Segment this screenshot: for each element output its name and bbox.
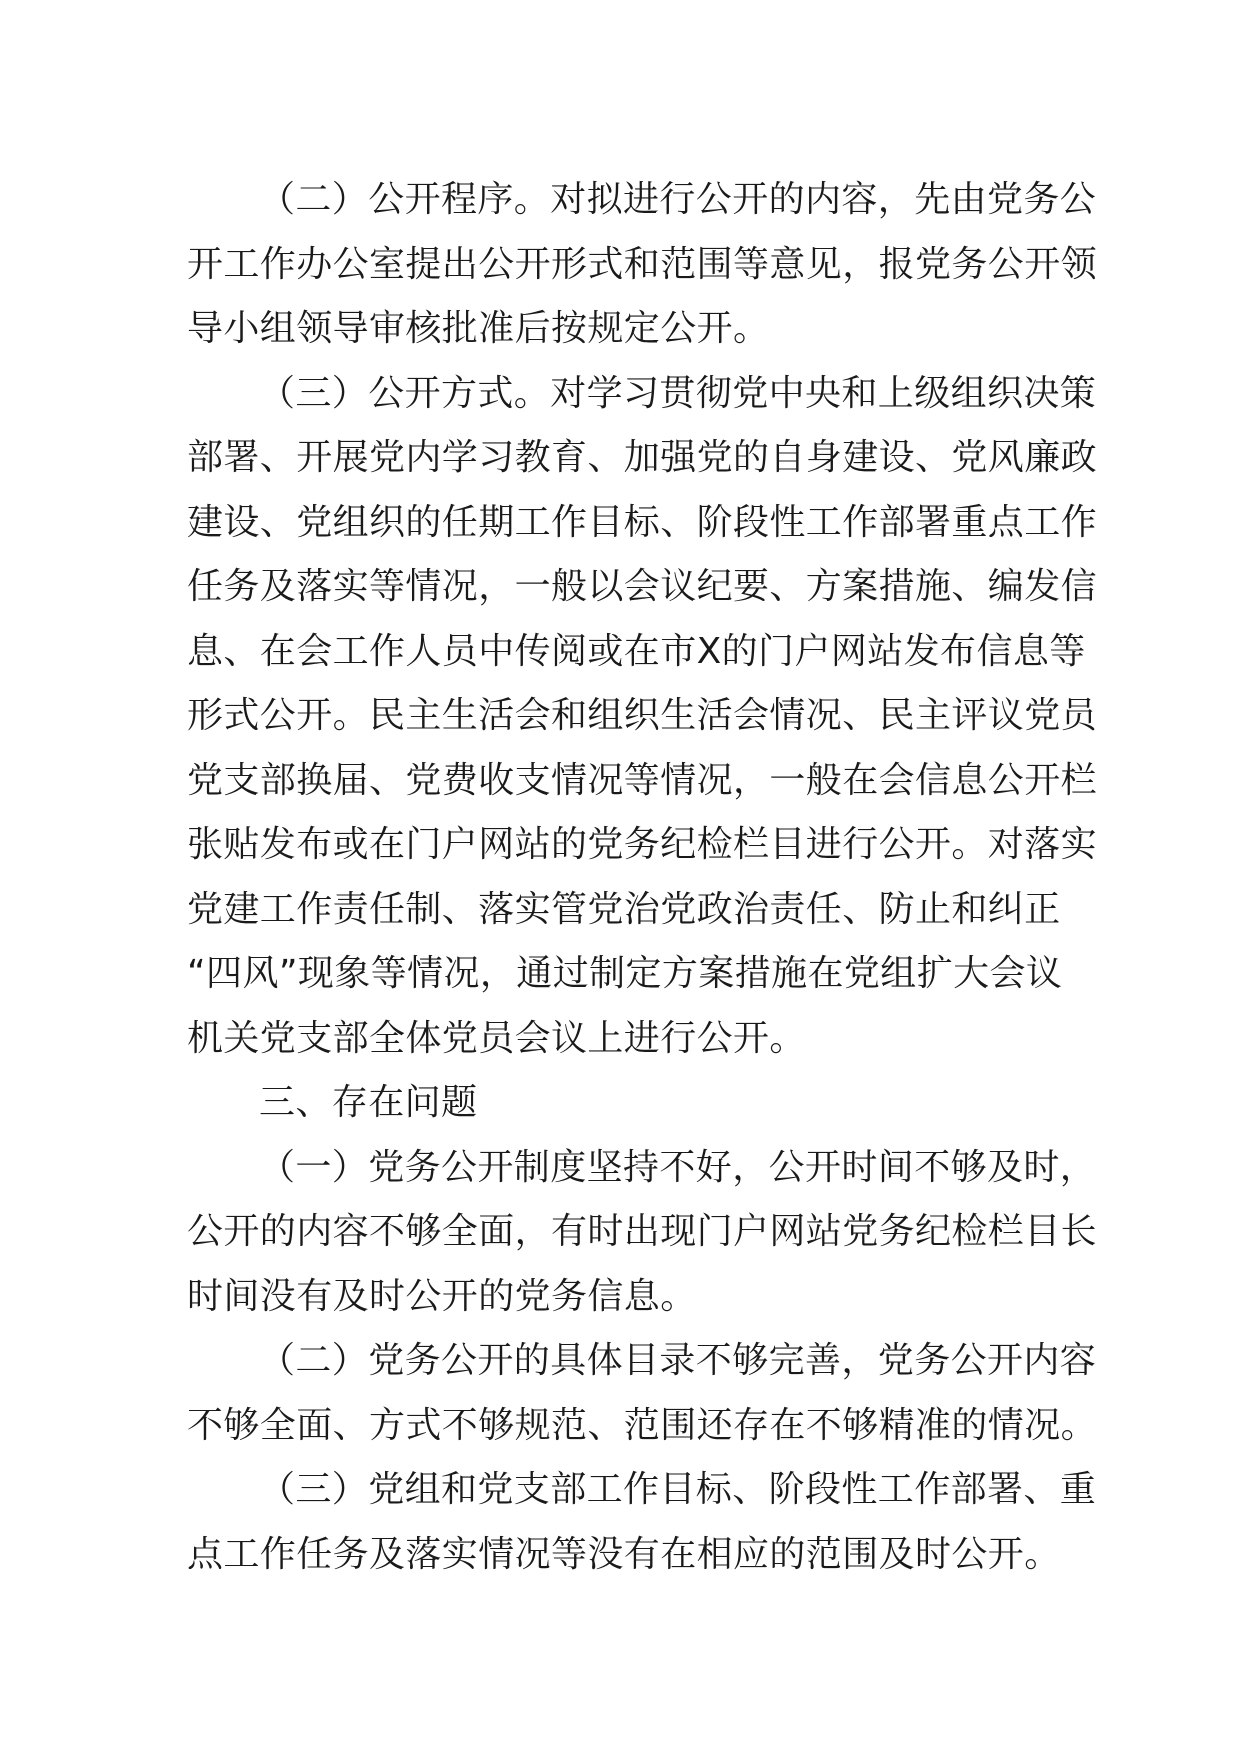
text-line: （二）党务公开的具体目录不够完善，党务公开内容: [259, 1340, 1097, 1381]
text-line: 开工作办公室提出公开形式和范围等意见，报党务公开领: [187, 243, 1098, 285]
document-page: [187, 168, 1098, 1587]
text-line: 部署、开展党内学习教育、加强党的自身建设、党风廉政: [187, 437, 1098, 478]
text-line: （三）党组和党支部工作目标、阶段性工作部署、重: [259, 1469, 1097, 1510]
section-heading: [187, 1071, 1060, 1136]
text-line: （一）党务公开制度坚持不好，公开时间不够及时，: [259, 1146, 1097, 1188]
paragraph: [187, 1136, 1098, 1330]
text-line: 息、在会工作人员中传阅或在市X的门户网站发布信息等: [187, 630, 1086, 672]
text-line: 党支部换届、党费收支情况等情况，一般在会信息公开栏: [187, 759, 1098, 801]
paragraph: [187, 1458, 1097, 1587]
text-line: “四风”现象等情况，通过制定方案措施在党组扩大会议: [187, 953, 1063, 994]
text-line: 形式公开。民主生活会和组织生活会情况、民主评议党员: [187, 695, 1098, 736]
text-line: 导小组领导审核批准后按规定公开。: [187, 308, 770, 349]
text-line: 建设、党组织的任期工作目标、阶段性工作部署重点工作: [187, 501, 1098, 543]
text-line: （二）公开程序。对拟进行公开的内容，先由党务公: [259, 179, 1097, 220]
document-body: [187, 168, 1098, 1587]
paragraph: [187, 1329, 1098, 1458]
text-line: 点工作任务及落实情况等没有在相应的范围及时公开。: [187, 1533, 1061, 1575]
text-line: 任务及落实等情况，一般以会议纪要、方案措施、编发信: [187, 566, 1098, 607]
text-line: 机关党支部全体党员会议上进行公开。: [187, 1017, 806, 1059]
paragraph: [187, 168, 1098, 362]
text-line: 不够全面、方式不够规范、范围还存在不够精准的情况。: [187, 1404, 1098, 1446]
text-line: 公开的内容不够全面，有时出现门户网站党务纪检栏目长: [187, 1211, 1098, 1252]
text-line: 党建工作责任制、落实管党治党政治责任、防止和纠正: [187, 888, 1061, 930]
paragraph: [187, 362, 1098, 1072]
text-line: （三）公开方式。对学习贯彻党中央和上级组织决策: [259, 372, 1097, 414]
text-line: 三、存在问题: [259, 1082, 478, 1123]
text-line: 张贴发布或在门户网站的党务纪检栏目进行公开。对落实: [187, 824, 1098, 865]
text-line: 时间没有及时公开的党务信息。: [187, 1275, 697, 1317]
